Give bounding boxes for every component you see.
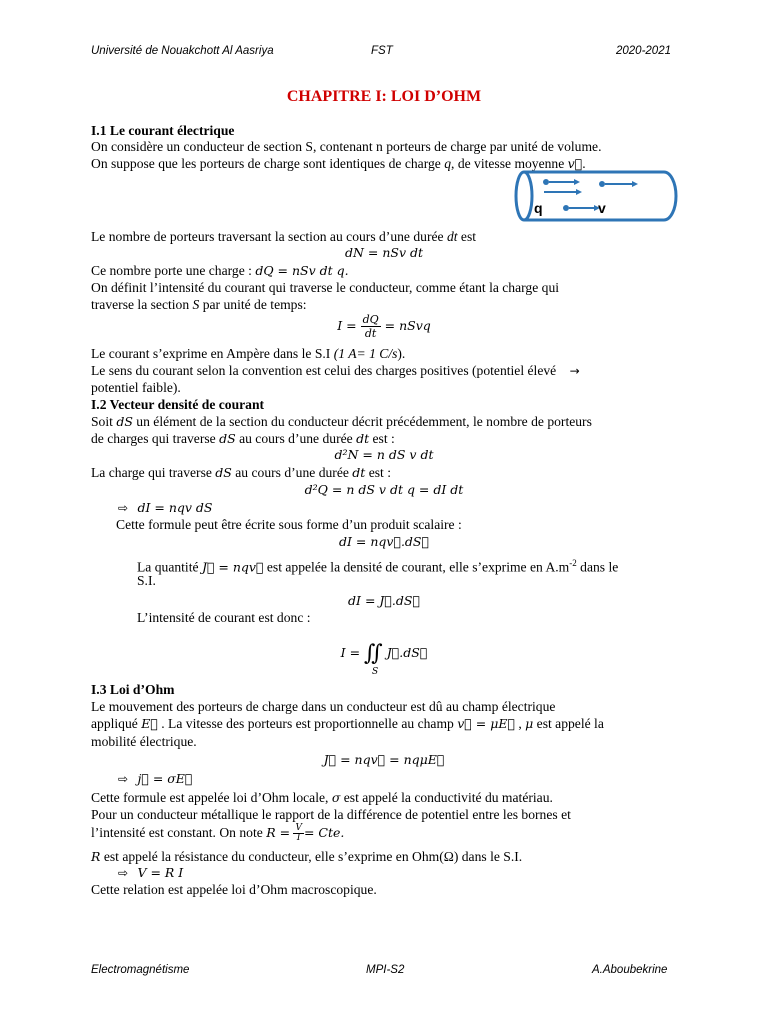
text: un élément de la section du conducteur décrit précédemment, le nombre de porteurs <box>132 414 592 429</box>
paragraph <box>91 848 522 865</box>
text: dans le <box>576 559 619 575</box>
equation-ohm-local: j⃗ = σE⃗ <box>137 771 193 786</box>
text: La charge qui traverse <box>91 465 216 480</box>
equation-dI: dI = nqv dS <box>137 500 213 515</box>
text: Le courant s’exprime en Ampère dans le S.I <box>91 346 334 361</box>
denominator: dt <box>364 327 377 340</box>
implies-arrow-icon: ⇨ <box>118 866 129 880</box>
implication-line <box>118 499 212 517</box>
text: par unité de temps: <box>199 297 307 312</box>
header-university: Université de Nouakchott Al Aasriya <box>91 45 274 57</box>
equation-d2Q: d²Q = n dS v dt q = dI dt <box>304 482 464 497</box>
implies-arrow-icon: ⇨ <box>118 501 129 515</box>
text: On suppose que les porteurs de charge sont identiques de charge <box>91 156 445 171</box>
text: J⃗.dS⃗ <box>386 645 428 660</box>
symbol-dS: dS <box>215 465 232 480</box>
text: = nSvq <box>384 318 431 333</box>
equation-dQ: dQ = nSv dt q. <box>255 263 349 278</box>
text: Le sens du courant selon la convention est celui des charges positives (potentiel élevé <box>91 363 557 378</box>
paragraph: potentiel faible). <box>91 380 181 395</box>
integral-subscript: S <box>372 667 379 677</box>
symbol-sigma: σ <box>331 790 341 805</box>
fraction <box>293 824 304 843</box>
equation-dI-scalar: dI = nqv⃗.dS⃗ <box>338 534 429 549</box>
paragraph: S.I. <box>137 573 156 588</box>
figure-label-q: q <box>534 200 543 216</box>
text: La quantité <box>137 559 202 575</box>
paragraph <box>91 296 307 313</box>
symbol-R: R = <box>266 825 291 840</box>
paragraph: On considère un conducteur de section S, contenant n porteurs de charge par unité de volume. <box>91 139 602 154</box>
numerator: dQ <box>362 313 379 326</box>
implication-line <box>118 864 183 882</box>
paragraph <box>91 824 344 843</box>
equation-I <box>0 313 768 340</box>
text: , de vitesse moyenne <box>451 156 568 171</box>
paragraph <box>137 555 618 576</box>
footer-class: MPI-S2 <box>366 964 405 976</box>
text: au cours d’une durée <box>231 465 353 480</box>
symbol-q: q <box>444 156 452 171</box>
paragraph: L’intensité de courant est donc : <box>137 610 311 625</box>
implies-arrow-icon: ⇨ <box>118 772 129 786</box>
text: Le nombre de porteurs traversant la section au cours d’une durée <box>91 229 447 244</box>
section-2-heading: I.2 Vecteur densité de courant <box>91 397 265 412</box>
text: I = <box>337 318 357 333</box>
equation-v-muE: v⃗ = μE⃗ <box>457 716 515 731</box>
text: appliqué <box>91 716 142 731</box>
fraction <box>361 313 381 340</box>
implication-line <box>118 770 192 788</box>
numerator: V <box>295 823 302 834</box>
paragraph: Cette relation est appelée loi d’Ohm macroscopique. <box>91 882 377 897</box>
conductor-figure <box>514 168 680 224</box>
text: , <box>514 716 526 731</box>
paragraph <box>91 789 553 806</box>
text: Soit <box>91 414 117 429</box>
text: au cours d’une durée <box>235 431 357 446</box>
footer-course: Electromagnétisme <box>91 964 190 976</box>
text: I = <box>340 645 361 660</box>
equation-J-nqmuE: J⃗ = nqv⃗ = nqμE⃗ <box>323 752 445 767</box>
paragraph: On définit l’intensité du courant qui traverse le conducteur, comme étant la charge qui <box>91 280 560 295</box>
symbol-v: v⃗ <box>567 156 583 171</box>
paragraph <box>91 413 592 430</box>
right-arrow-icon: → <box>569 364 580 378</box>
chapter-title: CHAPITRE I: LOI D’OHM <box>286 88 482 105</box>
double-integral <box>364 641 383 677</box>
text: . La vitesse des porteurs est proportionnelle au champ <box>157 716 458 731</box>
equation-I-integral <box>0 641 768 677</box>
text: est appelée la densité de courant, elle s’exprime en A.m <box>263 559 570 575</box>
symbol-dt: dt <box>356 431 370 446</box>
paragraph <box>91 362 580 380</box>
figure-label-v: v <box>598 200 606 216</box>
symbol-E: E⃗ <box>141 716 158 731</box>
text: ). <box>397 346 406 361</box>
footer-author: A.Aboubekrine <box>592 964 668 976</box>
text: est <box>457 229 477 244</box>
symbol-dS: dS <box>219 431 236 446</box>
text: = Cte. <box>303 825 345 840</box>
equation-J: J⃗ = nqv⃗ <box>201 559 264 575</box>
equation-ohm-macro: V = R I <box>137 865 184 880</box>
equation-dI-J: dI = J⃗.dS⃗ <box>348 593 420 608</box>
paragraph <box>91 464 391 481</box>
text: l’intensité est constant. On note <box>91 825 267 840</box>
text: est appelé la conductivité du matériau. <box>340 790 553 805</box>
section-3-heading: I.3 Loi d’Ohm <box>91 682 175 697</box>
paragraph <box>91 430 395 447</box>
symbol-mu: μ <box>525 716 534 731</box>
symbol-dt: dt <box>446 229 458 244</box>
superscript: -2 <box>569 558 577 568</box>
equation-d2N: d²N = n dS v dt <box>334 447 434 462</box>
paragraph <box>91 228 476 245</box>
text: est : <box>365 465 391 480</box>
paragraph <box>91 715 604 732</box>
header-year: 2020-2021 <box>616 45 671 57</box>
text: Cette formule est appelée loi d’Ohm locale, <box>91 790 332 805</box>
paragraph: mobilité électrique. <box>91 734 197 749</box>
symbol-R: R <box>91 849 101 864</box>
paragraph: Pour un conducteur métallique le rapport de la différence de potentiel entre les bornes et <box>91 807 571 822</box>
symbol-dt: dt <box>352 465 366 480</box>
integral-symbol: ∬ <box>364 641 383 666</box>
text: est appelé la résistance du conducteur, elle s’exprime en Ohm(Ω) dans le S.I. <box>100 849 523 864</box>
paragraph <box>91 155 586 172</box>
text: . <box>582 156 586 171</box>
text: de charges qui traverse <box>91 431 220 446</box>
section-1-heading: I.1 Le courant électrique <box>91 123 235 138</box>
paragraph <box>91 345 405 362</box>
equation-dN: dN = nSv dt <box>344 245 424 260</box>
text: Ce nombre porte une charge : <box>91 263 256 278</box>
header-faculty: FST <box>371 45 393 57</box>
denominator: I <box>296 833 301 844</box>
symbol-S: S <box>192 297 200 312</box>
paragraph <box>91 262 349 279</box>
text: est : <box>369 431 395 446</box>
symbol-dS: dS <box>116 414 133 429</box>
text: est appelé la <box>533 716 604 731</box>
text: traverse la section <box>91 297 193 312</box>
paragraph: Le mouvement des porteurs de charge dans un conducteur est dû au champ électrique <box>91 699 556 714</box>
text: (1 A= 1 C/s <box>333 346 398 361</box>
paragraph: Cette formule peut être écrite sous forme d’un produit scalaire : <box>116 517 462 532</box>
